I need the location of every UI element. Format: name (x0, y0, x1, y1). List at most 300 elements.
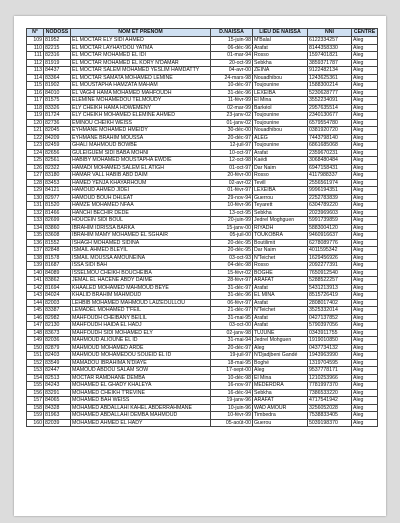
row-center: Aleg (352, 262, 378, 270)
row-nodoss: 82879 (44, 344, 71, 352)
row-birth-date: 15-févr-02 (211, 269, 253, 277)
row-number: 147 (27, 322, 44, 330)
row-nni: 2556561974 (308, 179, 352, 187)
row-number: 127 (27, 172, 44, 180)
table-row (27, 262, 378, 270)
row-birth-place: MEDERDRA (253, 382, 308, 390)
row-name: MAHMOUD MOHAMEDOU SOUEID EL ID (71, 352, 211, 360)
row-center: Aleg (352, 359, 378, 367)
row-center: Aleg (352, 59, 378, 67)
row-birth-date: 16-nov-97 (211, 382, 253, 390)
table-row (27, 82, 378, 90)
row-number: 154 (27, 374, 44, 382)
row-birth-place: Dar Naim (253, 247, 308, 255)
row-center: Aleg (352, 194, 378, 202)
row-nni: 7650912540 (308, 269, 352, 277)
row-birth-place: TOUKOBRA (253, 232, 308, 240)
table-row (27, 37, 378, 45)
table-row (27, 59, 378, 67)
row-name: MAHMOUD MOHAMED ARDE (71, 344, 211, 352)
row-nodoss: 82403 (44, 352, 71, 360)
row-nodoss: 83326 (44, 104, 71, 112)
row-name: EL MOCTAR SALEM MOHAMED YESLIM HAMDATTY (71, 67, 211, 75)
row-name: EMINOU CHEIKH WEISS (71, 119, 211, 127)
table-row (27, 397, 378, 405)
row-nni: 9122482134 (308, 67, 352, 75)
row-name: MAHMOUD ALIOUNE EL ID (71, 337, 211, 345)
row-birth-place: El Mina (253, 374, 308, 382)
row-birth-date: 29-nov-94 (211, 194, 253, 202)
row-nni: 6861685068 (308, 142, 352, 150)
row-name: MAHFOUDH HAIDA EL HADJ (71, 322, 211, 330)
row-nodoss: 82699 (44, 217, 71, 225)
row-nni: 2359670231 (308, 149, 352, 157)
row-nni: 3525332014 (308, 307, 352, 315)
row-center: Aleg (352, 344, 378, 352)
row-birth-place: Guerrou (253, 194, 308, 202)
row-nni: 1919010850 (308, 337, 352, 345)
row-nni: 5991739859 (308, 217, 352, 225)
row-number: 138 (27, 254, 44, 262)
row-nni: 3859371787 (308, 59, 352, 67)
row-birth-date: 06-déc-96 (211, 44, 253, 52)
row-number: 152 (27, 359, 44, 367)
row-number: 110 (27, 44, 44, 52)
row-nodoss: 83387 (44, 307, 71, 315)
row-name: GHALI MAHMOUD BOWBE (71, 142, 211, 150)
row-name: JEMAL EL HACENE ABDY DAIME (71, 277, 211, 285)
row-center: Aleg (352, 157, 378, 165)
row-birth-date: 12-oct-98 (211, 157, 253, 165)
row-nni: 8515726419 (308, 292, 352, 300)
row-nni: 7781997370 (308, 382, 352, 390)
header-number: N° (27, 29, 44, 37)
row-name: HANCHI BECHIR DEDE (71, 209, 211, 217)
table-row (27, 224, 378, 232)
row-number: 130 (27, 194, 44, 202)
row-nni: 2340130677 (308, 112, 352, 120)
row-nni: 6278089776 (308, 239, 352, 247)
row-nodoss: 81694 (44, 284, 71, 292)
row-center: Aleg (352, 127, 378, 135)
row-name: IBRAHIM IDRISSA BARKA (71, 224, 211, 232)
table-row (27, 89, 378, 97)
row-name: ISSA SIDI BAH (71, 262, 211, 270)
row-birth-date: 01-mar-94 (211, 52, 253, 60)
row-number: 135 (27, 232, 44, 240)
table-row (27, 74, 378, 82)
row-nni: 8144358330 (308, 44, 352, 52)
row-center: Aleg (352, 277, 378, 285)
row-name: MOHAMED ABDALLAHI KAHEL ABDERRAHMANE (71, 404, 211, 412)
row-center: Aleg (352, 89, 378, 97)
row-birth-place: Arafat (253, 314, 308, 322)
row-birth-place: LEXEIBA (253, 89, 308, 97)
row-name: MAMOUD ABDOU SALAM SOW (71, 367, 211, 375)
table-row (27, 164, 378, 172)
row-name: ELY CHEIKH HAMA HOWEMENY (71, 104, 211, 112)
row-name: MOHAMED ABDALLAHI DEMBA MAHMOUD (71, 412, 211, 420)
header-center: CENTRE (352, 29, 378, 37)
table-row (27, 52, 378, 60)
row-birth-date: 03-oct-00 (211, 322, 253, 330)
row-number: 144 (27, 299, 44, 307)
row-number: 114 (27, 74, 44, 82)
row-birth-date: 06-févr-97 (211, 299, 253, 307)
row-number: 133 (27, 217, 44, 225)
row-center: Aleg (352, 112, 378, 120)
row-name: KHALID BRAHIM MAHMOUD (71, 292, 211, 300)
row-nni: 2252783839 (308, 194, 352, 202)
row-name: ISHAGH MOHAMED SIDINA (71, 239, 211, 247)
row-nodoss: 82130 (44, 322, 71, 330)
row-birth-place: Arafat (253, 44, 308, 52)
row-number: 139 (27, 262, 44, 270)
row-nni: 6947158431 (308, 164, 352, 172)
row-center: Aleg (352, 374, 378, 382)
row-birth-date: 13-oct-95 (211, 209, 253, 217)
row-number: 131 (27, 202, 44, 210)
row-number: 116 (27, 89, 44, 97)
row-nodoss: 84089 (44, 269, 71, 277)
table-row (27, 329, 378, 337)
row-center: Aleg (352, 389, 378, 397)
row-nodoss: 82215 (44, 44, 71, 52)
table-row (27, 292, 378, 300)
row-nodoss: 84121 (44, 187, 71, 195)
row-birth-date: 20-oct-99 (211, 59, 253, 67)
row-center: Aleg (352, 412, 378, 420)
row-center: Aleg (352, 404, 378, 412)
table-row (27, 179, 378, 187)
row-birth-place: ZEINA (253, 67, 308, 75)
row-birth-date: 16-déc-94 (211, 389, 253, 397)
row-number: 158 (27, 404, 44, 412)
row-birth-place: ALEG (253, 134, 308, 142)
row-nodoss: 82459 (44, 142, 71, 150)
row-birth-place: Rosso (253, 262, 308, 270)
row-birth-date: 20-févr-00 (211, 172, 253, 180)
row-birth-date: 04-déc-98 (211, 262, 253, 270)
table-row (27, 367, 378, 375)
row-center: Aleg (352, 239, 378, 247)
row-nni: 1243625361 (308, 74, 352, 82)
row-center: Aleg (352, 187, 378, 195)
row-center: Aleg (352, 322, 378, 330)
row-birth-place: Tevill (253, 179, 308, 187)
row-number: 132 (27, 209, 44, 217)
table-header-row (27, 29, 378, 37)
row-name: MAHFOUDH SIDI MOHAMED ELY (71, 329, 211, 337)
table-row (27, 119, 378, 127)
row-center: Aleg (352, 44, 378, 52)
row-nodoss: 81902 (44, 82, 71, 90)
row-birth-date: 01-oct-97 (211, 164, 253, 172)
table-row (27, 209, 378, 217)
row-number: 117 (27, 97, 44, 105)
row-name: EL MOCTAR MOHAMED EL KORY N'DAMAR (71, 59, 211, 67)
row-birth-place: ARAFAT (253, 277, 308, 285)
row-nni: 1319704595 (308, 359, 352, 367)
table-row (27, 419, 378, 427)
row-nodoss: 82656 (44, 149, 71, 157)
row-birth-date: 17-sept-00 (211, 367, 253, 375)
row-birth-place: Guerou (253, 419, 308, 427)
row-center: Aleg (352, 67, 378, 75)
row-name: EYHMANE MOHAMED HMEIDY (71, 127, 211, 135)
row-birth-place: LEXEIBA (253, 187, 308, 195)
row-nni: 2023969603 (308, 209, 352, 217)
table-row (27, 254, 378, 262)
row-center: Aleg (352, 299, 378, 307)
header-name: NOM ET PRENOM (71, 29, 211, 37)
row-birth-place: Nouadhibou (253, 127, 308, 135)
row-birth-place: RIYADH (253, 224, 308, 232)
table-row (27, 299, 378, 307)
table-row (27, 142, 378, 150)
row-center: Aleg (352, 224, 378, 232)
row-nni: 2092277391 (308, 262, 352, 270)
row-nodoss: 83673 (44, 329, 71, 337)
row-nodoss: 84209 (44, 134, 71, 142)
table-row (27, 322, 378, 330)
row-birth-date: 20-déc-95 (211, 239, 253, 247)
row-nni: 3552234091 (308, 97, 352, 105)
row-birth-date: 15-janv-00 (211, 224, 253, 232)
table-row (27, 112, 378, 120)
row-birth-place: Toujounine (253, 82, 308, 90)
row-center: Aleg (352, 209, 378, 217)
row-center: Aleg (352, 142, 378, 150)
table-row (27, 44, 378, 52)
row-center: Aleg (352, 149, 378, 157)
row-nodoss: 81575 (44, 97, 71, 105)
row-birth-place: Jedrel Mohguen (253, 337, 308, 345)
row-number: 141 (27, 277, 44, 285)
row-birth-place: Toujounine (253, 142, 308, 150)
row-nni: 5288522257 (308, 277, 352, 285)
row-birth-date: 31-déc-96 (211, 292, 253, 300)
row-birth-place: Jedrel Moghguen (253, 217, 308, 225)
row-birth-date: 20-juin-99 (211, 217, 253, 225)
row-birth-place: Kaédi (253, 157, 308, 165)
row-center: Aleg (352, 254, 378, 262)
row-center: Aleg (352, 74, 378, 82)
row-nodoss: 82447 (44, 367, 71, 375)
table-row (27, 67, 378, 75)
row-center: Aleg (352, 284, 378, 292)
row-name: HAMED YENJA KHAYARHOUM (71, 179, 211, 187)
row-birth-place: Timbedra (253, 412, 308, 420)
header-nni: NNI (308, 29, 352, 37)
row-birth-place: Sebkha (253, 389, 308, 397)
row-birth-date: 18-mai-95 (211, 359, 253, 367)
row-birth-place: Toujounine (253, 119, 308, 127)
row-birth-date: 10-juin-96 (211, 404, 253, 412)
row-nodoss: 83860 (44, 224, 71, 232)
row-nni: 2808017402 (308, 299, 352, 307)
row-number: 124 (27, 149, 44, 157)
table-row (27, 307, 378, 315)
row-number: 157 (27, 397, 44, 405)
row-nodoss: 84437 (44, 67, 71, 75)
row-name: HAMOUD AHMED JIDEI (71, 187, 211, 195)
row-birth-date: 21-déc-97 (211, 307, 253, 315)
row-number: 155 (27, 382, 44, 390)
row-name: HAMOUD BOUH DHLEAT (71, 194, 211, 202)
row-birth-date: 20-déc-97 (211, 134, 253, 142)
row-name: GULEIGUEM SIDI BABA MOHNI (71, 149, 211, 157)
row-name: HOUCEIN SIDI BOUL (71, 217, 211, 225)
row-name: EL MOUSTAPHA HAMZATA MAHAM (71, 82, 211, 90)
row-birth-date: 31-déc-96 (211, 89, 253, 97)
row-birth-place: WAD AMOUR (253, 404, 308, 412)
row-center: Aleg (352, 337, 378, 345)
header-birth-date: D.NAISSA (211, 29, 253, 37)
table-row (27, 134, 378, 142)
row-name: MOHAMED CHEIKH T'REVINE (71, 389, 211, 397)
row-nodoss: 81952 (44, 37, 71, 45)
row-name: MOHAMED BAH WEISS (71, 397, 211, 405)
row-center: Aleg (352, 419, 378, 427)
row-name: LEMADEL MOHAMED T'FEIL (71, 307, 211, 315)
row-nni: 1597401821 (308, 52, 352, 60)
row-birth-place: Arafat (253, 322, 308, 330)
table-row (27, 149, 378, 157)
row-nni: 9996194351 (308, 187, 352, 195)
row-name: MOHAMED EL GHADY KHALEYA (71, 382, 211, 390)
row-nni: 7443798140 (308, 134, 352, 142)
row-nodoss: 84010 (44, 89, 71, 97)
row-center: Aleg (352, 97, 378, 105)
row-nni: 5431213913 (308, 284, 352, 292)
row-center: Aleg (352, 202, 378, 210)
row-birth-date: 05-août-00 (211, 419, 253, 427)
row-name: LEHBIB MOHAMED MAHMOUD LAIZEOULLOU (71, 299, 211, 307)
row-birth-date: 31-déc-97 (211, 284, 253, 292)
row-nodoss: 81724 (44, 112, 71, 120)
row-number: 129 (27, 187, 44, 195)
header-nodoss: NODOSS (44, 29, 71, 37)
row-name: MOHAMED AHMED EL HADY (71, 419, 211, 427)
row-nni: 6304789220 (308, 202, 352, 210)
row-number: 150 (27, 344, 44, 352)
row-center: Aleg (352, 52, 378, 60)
header-birth-place: LIEU DE NAISSA (253, 29, 308, 37)
row-nodoss: 82561 (44, 157, 71, 165)
row-nni: 2957635514 (308, 104, 352, 112)
row-birth-date: 12-juil-97 (211, 142, 253, 150)
table-row (27, 194, 378, 202)
row-nodoss: 84243 (44, 382, 71, 390)
row-name: HAMZE MOHAMED NFAA (71, 202, 211, 210)
row-number: 142 (27, 284, 44, 292)
row-center: Aleg (352, 292, 378, 300)
table-row (27, 202, 378, 210)
row-birth-date: 24-mars-98 (211, 74, 253, 82)
row-nodoss: 83291 (44, 389, 71, 397)
table-row (27, 277, 378, 285)
row-name: KHAALED MOHAMED MAHMOUD BEYE (71, 284, 211, 292)
row-birth-date: 28-févr-97 (211, 277, 253, 285)
row-nni: 4717541942 (308, 397, 352, 405)
row-number: 128 (27, 179, 44, 187)
row-number: 125 (27, 157, 44, 165)
row-number: 160 (27, 419, 44, 427)
table-row (27, 217, 378, 225)
row-name: MAMADOU IBRAHIMA N'DIAYE (71, 359, 211, 367)
row-number: 136 (27, 239, 44, 247)
row-birth-place: EL MINA (253, 292, 308, 300)
row-birth-place: El Mina (253, 97, 308, 105)
row-center: Aleg (352, 367, 378, 375)
row-nni: 5790397056 (308, 322, 352, 330)
row-center: Aleg (352, 232, 378, 240)
table-row (27, 374, 378, 382)
row-nodoss: 82316 (44, 52, 71, 60)
row-birth-date: 05-juil-00 (211, 232, 253, 240)
row-nni: 0427137852 (308, 314, 352, 322)
row-nni: 0343911755 (308, 329, 352, 337)
row-number: 134 (27, 224, 44, 232)
row-nni: 5039198370 (308, 419, 352, 427)
row-birth-place: Rosso (253, 52, 308, 60)
row-nni: 4011595342 (308, 247, 352, 255)
row-name: EL MOCTAR SAMATA MOHAMED LEMINE (71, 74, 211, 82)
row-name: HAMAR VALL HABIB ABD DAIM (71, 172, 211, 180)
row-nodoss: 82039 (44, 419, 71, 427)
row-birth-date: 10-déc-97 (211, 82, 253, 90)
row-nni: 3256052028 (308, 404, 352, 412)
row-birth-place: N'Djadjbeni Gandé (253, 352, 308, 360)
row-name: IBRAHIM MAMY MOHAMED EL SGHAIR (71, 232, 211, 240)
row-nni: 6579554780 (308, 119, 352, 127)
table-row (27, 157, 378, 165)
row-name: ISMAIL MOUSSA AMOUNEINA (71, 254, 211, 262)
row-nodoss: 83862 (44, 277, 71, 285)
table-row (27, 404, 378, 412)
row-name: EL VAGHI HAMA MOHAMED MAHFOUDH (71, 89, 211, 97)
row-birth-place: Barkéol (253, 104, 308, 112)
row-name: ISSELMOU CHEIKH BOUCHEIBA (71, 269, 211, 277)
row-nodoss: 82003 (44, 299, 71, 307)
row-number: 143 (27, 292, 44, 300)
row-nodoss: 81687 (44, 262, 71, 270)
row-center: Aleg (352, 382, 378, 390)
row-nodoss: 82848 (44, 247, 71, 255)
row-name: HAMADI MOHAMED SALEM EL ATIGH (71, 164, 211, 172)
row-nodoss: 81963 (44, 412, 71, 420)
row-birth-date: 20-déc-95 (211, 247, 253, 255)
row-birth-place: TUJUNE (253, 329, 308, 337)
row-number: 151 (27, 352, 44, 360)
table-row (27, 359, 378, 367)
row-birth-place: Sebkha (253, 59, 308, 67)
table-row (27, 187, 378, 195)
row-birth-date: 10-oct-97 (211, 149, 253, 157)
row-birth-place: Toujounine (253, 112, 308, 120)
row-nodoss: 81520 (44, 202, 71, 210)
row-number: 121 (27, 127, 44, 135)
row-nni: 9460916637 (308, 232, 352, 240)
document-page (14, 16, 386, 516)
row-center: Aleg (352, 119, 378, 127)
row-nodoss: 83608 (44, 232, 71, 240)
table-row (27, 344, 378, 352)
row-birth-date: 31-mai-95 (211, 314, 253, 322)
row-center: Aleg (352, 269, 378, 277)
row-birth-place: BOGHE (253, 269, 308, 277)
